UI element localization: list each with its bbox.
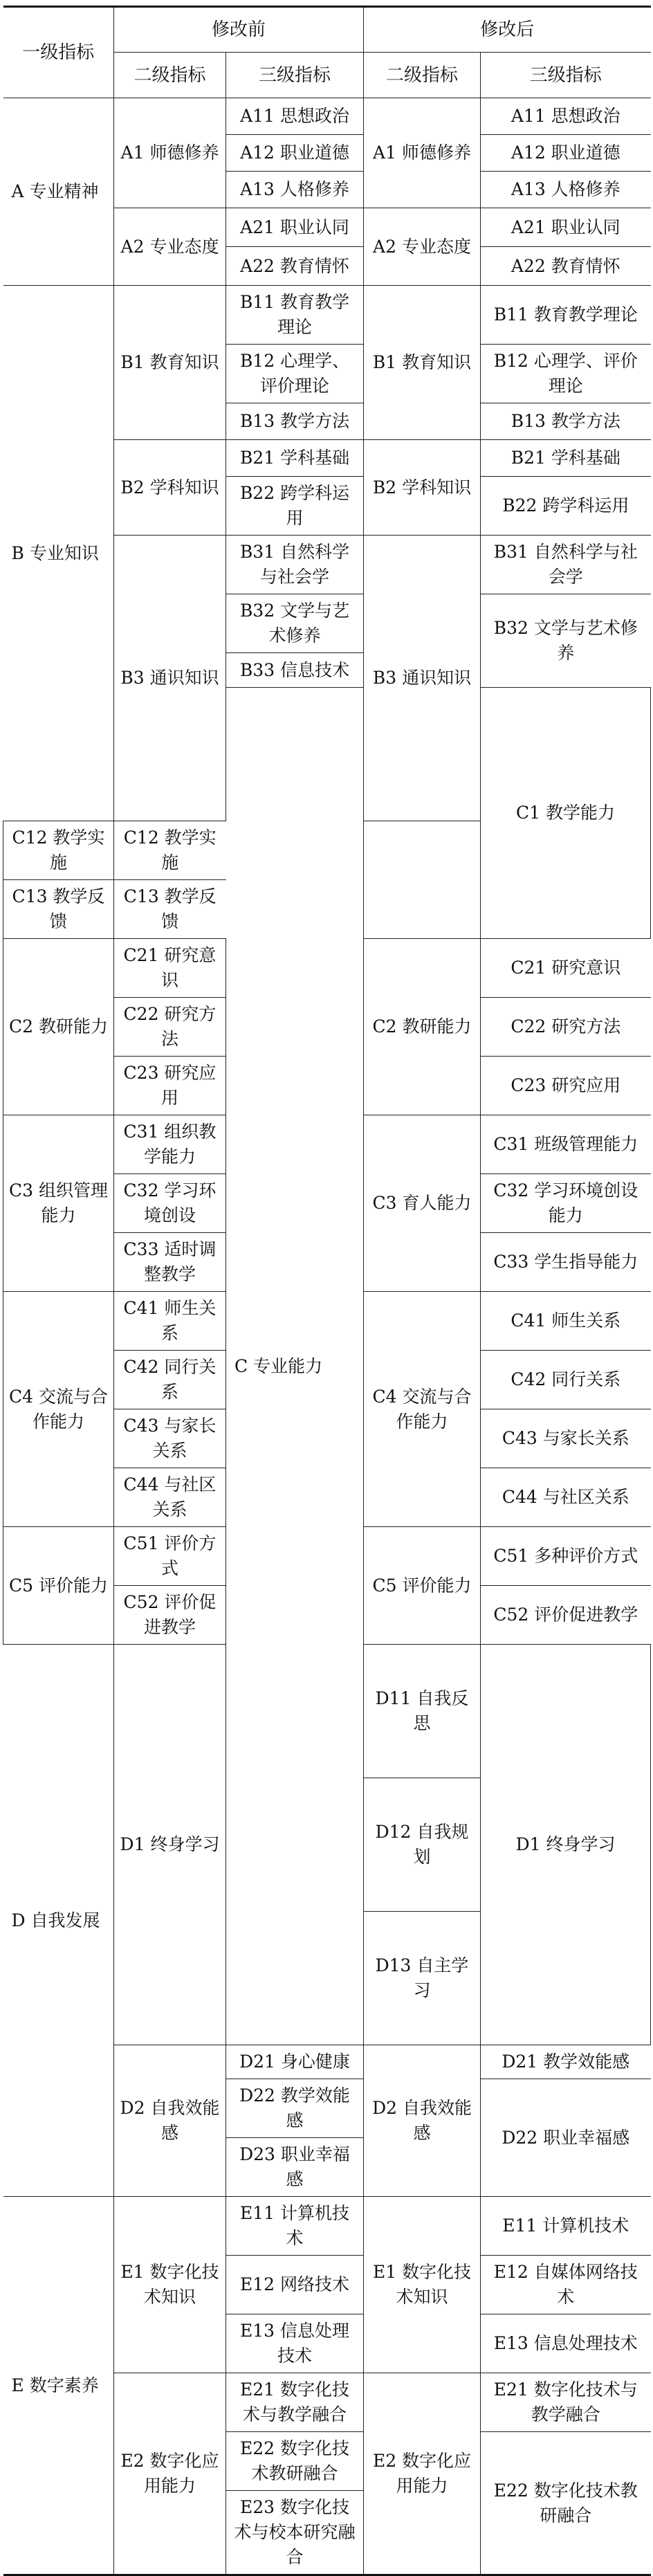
before-b32: B32 文学与艺术修养 — [226, 594, 364, 653]
header-before-level2: 二级指标 — [114, 53, 226, 98]
after-a22: A22 教育情怀 — [481, 247, 651, 286]
before-e11: E11 计算机技术 — [226, 2197, 364, 2256]
level1-a: A 专业精神 — [3, 98, 114, 286]
after-c21: C21 研究意识 — [481, 939, 651, 998]
before-c44: C44 与社区关系 — [114, 1468, 226, 1527]
level1-d: D 自我发展 — [3, 1645, 114, 2197]
before-c33: C33 适时调整教学 — [114, 1233, 226, 1292]
before-e21: E21 数字化技术与教学融合 — [226, 2373, 364, 2432]
after-b3: B3 通识知识 — [364, 536, 481, 821]
after-e11: E11 计算机技术 — [481, 2197, 651, 2256]
after-c13: C13 教学反馈 — [114, 880, 226, 939]
level1-c: C 专业能力 — [226, 688, 364, 2045]
before-b11: B11 教育教学理论 — [226, 286, 364, 345]
before-e1: E1 数字化技术知识 — [114, 2197, 226, 2373]
before-b33: B33 信息技术 — [226, 653, 364, 688]
before-a1: A1 师德修养 — [114, 98, 226, 208]
before-c2: C2 教研能力 — [3, 939, 114, 1115]
header-after-level3: 三级指标 — [481, 53, 651, 98]
before-c13: C13 教学反馈 — [3, 880, 114, 939]
before-a21: A21 职业认同 — [226, 208, 364, 247]
before-b2: B2 学科知识 — [114, 440, 226, 536]
before-c32: C32 学习环境创设 — [114, 1174, 226, 1233]
before-c43: C43 与家长关系 — [114, 1409, 226, 1468]
before-b31: B31 自然科学与社会学 — [226, 536, 364, 594]
after-d22: D22 职业幸福感 — [481, 2079, 651, 2197]
indicator-comparison-table — [3, 6, 651, 2576]
before-c31: C31 组织教学能力 — [114, 1115, 226, 1174]
level1-b: B 专业知识 — [3, 286, 114, 821]
header-before: 修改前 — [114, 7, 364, 53]
before-b12: B12 心理学、评价理论 — [226, 345, 364, 403]
after-e1: E1 数字化技术知识 — [364, 2197, 481, 2373]
after-b21: B21 学科基础 — [481, 440, 651, 477]
after-c3: C3 育人能力 — [364, 1115, 481, 1292]
before-b13: B13 教学方法 — [226, 403, 364, 440]
before-d1: D1 终身学习 — [114, 1645, 226, 2045]
before-e23: E23 数字化技术与校本研究融合 — [226, 2491, 364, 2575]
before-c21: C21 研究意识 — [114, 939, 226, 998]
before-d13: D13 自主学习 — [364, 1912, 481, 2045]
before-c3: C3 组织管理能力 — [3, 1115, 114, 1292]
after-c43: C43 与家长关系 — [481, 1409, 651, 1468]
before-c12: C12 教学实施 — [3, 821, 114, 880]
after-a1: A1 师德修养 — [364, 98, 481, 208]
after-a12: A12 职业道德 — [481, 135, 651, 172]
after-c4: C4 交流与合作能力 — [364, 1292, 481, 1527]
after-c2: C2 教研能力 — [364, 939, 481, 1115]
before-c22: C22 研究方法 — [114, 998, 226, 1057]
header-after-level2: 二级指标 — [364, 53, 481, 98]
after-c41: C41 师生关系 — [481, 1292, 651, 1351]
before-c23: C23 研究应用 — [114, 1057, 226, 1115]
before-d21: D21 身心健康 — [226, 2045, 364, 2079]
after-c33: C33 学生指导能力 — [481, 1233, 651, 1292]
after-d21: D21 教学效能感 — [481, 2045, 651, 2079]
after-a2: A2 专业态度 — [364, 208, 481, 286]
after-b1: B1 教育知识 — [364, 286, 481, 440]
level1-e: E 数字素养 — [3, 2197, 114, 2575]
after-c32: C32 学习环境创设能力 — [481, 1174, 651, 1233]
before-c4: C4 交流与合作能力 — [3, 1292, 114, 1527]
after-d1: D1 终身学习 — [481, 1645, 651, 2045]
before-e22: E22 数字化技术教研融合 — [226, 2432, 364, 2491]
before-a22: A22 教育情怀 — [226, 247, 364, 286]
before-e13: E13 信息处理技术 — [226, 2314, 364, 2373]
after-c12: C12 教学实施 — [114, 821, 226, 880]
before-c1: C1 教学能力 — [481, 688, 651, 939]
after-c51: C51 多种评价方式 — [481, 1527, 651, 1586]
before-b21: B21 学科基础 — [226, 440, 364, 477]
after-b32: B32 文学与艺术修养 — [481, 594, 651, 688]
after-e12: E12 自媒体网络技术 — [481, 2256, 651, 2314]
before-d23: D23 职业幸福感 — [226, 2138, 364, 2197]
after-a11: A11 思想政治 — [481, 98, 651, 135]
before-e2: E2 数字化应用能力 — [114, 2373, 226, 2575]
before-c51: C51 评价方式 — [114, 1527, 226, 1586]
after-c5: C5 评价能力 — [364, 1527, 481, 1645]
before-a11: A11 思想政治 — [226, 98, 364, 135]
before-b3: B3 通识知识 — [114, 536, 226, 821]
before-c41: C41 师生关系 — [114, 1292, 226, 1351]
after-c44: C44 与社区关系 — [481, 1468, 651, 1527]
before-a2: A2 专业态度 — [114, 208, 226, 286]
after-e13: E13 信息处理技术 — [481, 2314, 651, 2373]
before-c52: C52 评价促进教学 — [114, 1586, 226, 1645]
before-e12: E12 网络技术 — [226, 2256, 364, 2314]
before-c42: C42 同行关系 — [114, 1351, 226, 1409]
after-c23: C23 研究应用 — [481, 1057, 651, 1115]
before-a12: A12 职业道德 — [226, 135, 364, 172]
after-e21: E21 数字化技术与教学融合 — [481, 2373, 651, 2432]
header-before-level3: 三级指标 — [226, 53, 364, 98]
header-level1: 一级指标 — [3, 7, 114, 98]
after-a21: A21 职业认同 — [481, 208, 651, 247]
before-b22: B22 跨学科运用 — [226, 477, 364, 536]
before-d11: D11 自我反思 — [364, 1645, 481, 1778]
after-d2: D2 自我效能感 — [364, 2045, 481, 2197]
indicator-table-container — [3, 6, 650, 2576]
after-c31: C31 班级管理能力 — [481, 1115, 651, 1174]
before-d2: D2 自我效能感 — [114, 2045, 226, 2197]
after-c52: C52 评价促进教学 — [481, 1586, 651, 1645]
after-e2: E2 数字化应用能力 — [364, 2373, 481, 2575]
after-a13: A13 人格修养 — [481, 172, 651, 208]
after-b22: B22 跨学科运用 — [481, 477, 651, 536]
after-b11: B11 教育教学理论 — [481, 286, 651, 345]
header-after: 修改后 — [364, 7, 651, 53]
after-c42: C42 同行关系 — [481, 1351, 651, 1409]
after-b12: B12 心理学、评价理论 — [481, 345, 651, 403]
before-d22: D22 教学效能感 — [226, 2079, 364, 2138]
before-d12: D12 自我规划 — [364, 1778, 481, 1912]
before-c5: C5 评价能力 — [3, 1527, 114, 1645]
before-a13: A13 人格修养 — [226, 172, 364, 208]
after-b13: B13 教学方法 — [481, 403, 651, 440]
after-c22: C22 研究方法 — [481, 998, 651, 1057]
before-b1: B1 教育知识 — [114, 286, 226, 440]
after-e22: E22 数字化技术教研融合 — [481, 2432, 651, 2575]
after-b31: B31 自然科学与社会学 — [481, 536, 651, 594]
after-b2: B2 学科知识 — [364, 440, 481, 536]
